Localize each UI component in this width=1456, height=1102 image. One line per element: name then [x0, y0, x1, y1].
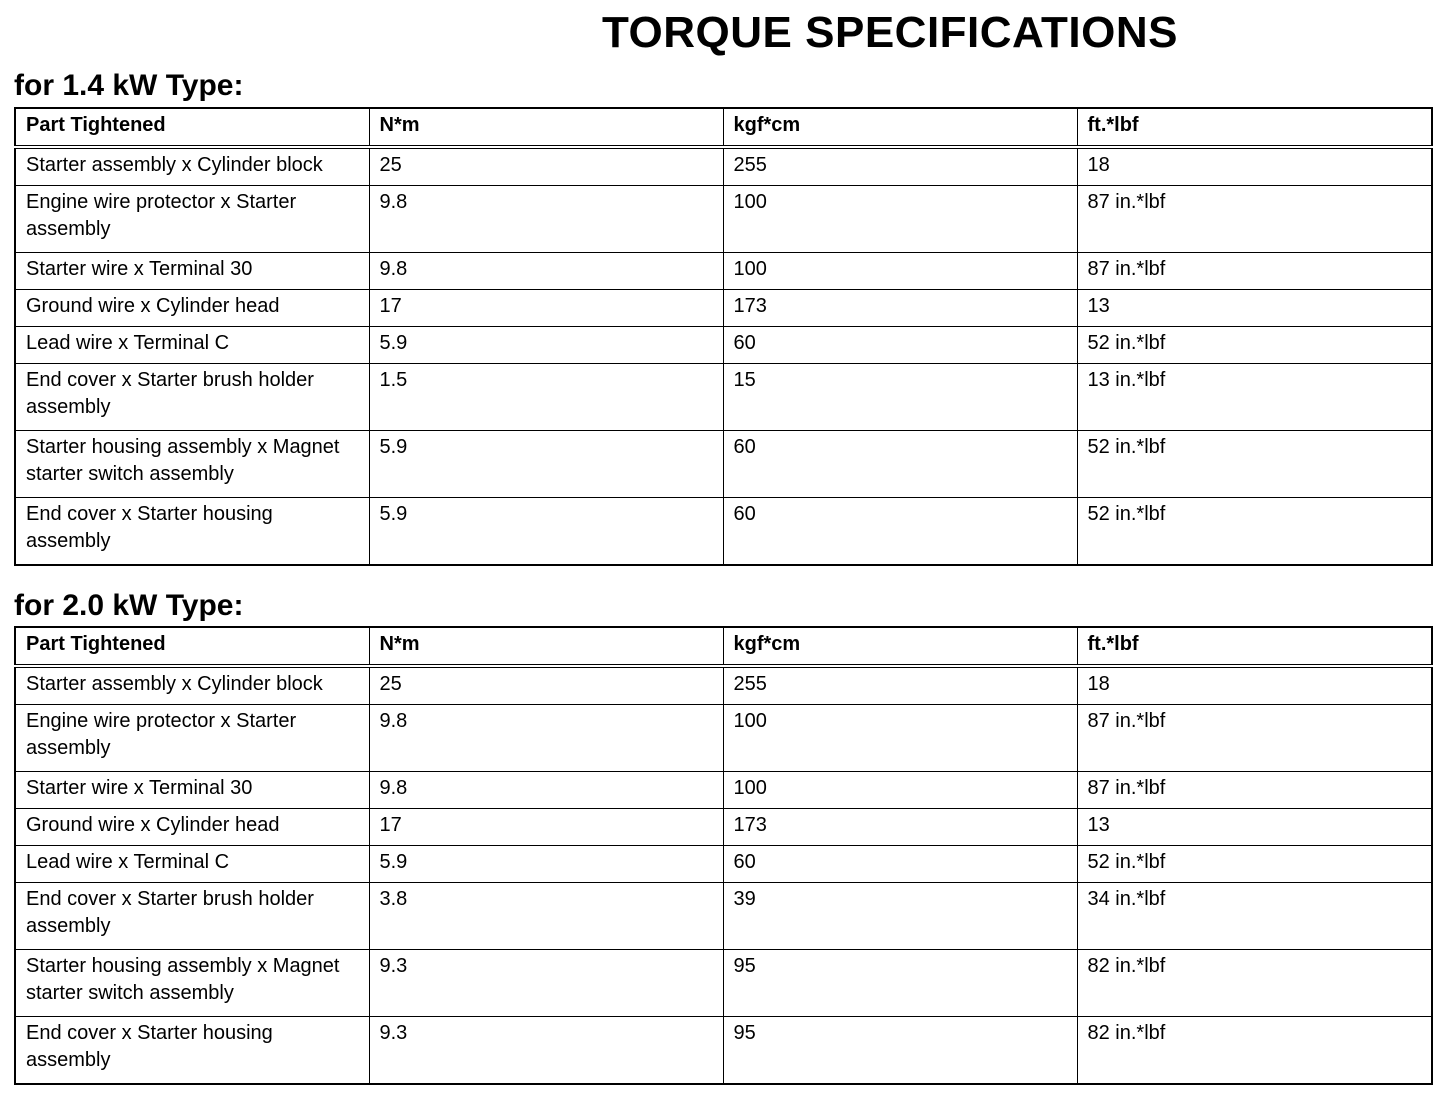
column-header-ftlbf: ft.*lbf — [1077, 627, 1432, 666]
cell-kgfcm: 255 — [723, 666, 1077, 705]
cell-ftlbf: 87 in.*lbf — [1077, 186, 1432, 253]
cell-ftlbf: 52 in.*lbf — [1077, 846, 1432, 883]
table-row — [15, 431, 1432, 498]
table-row — [15, 1017, 1432, 1085]
cell-ftlbf: 52 in.*lbf — [1077, 431, 1432, 498]
table-row — [15, 846, 1432, 883]
table-header-row — [15, 627, 1432, 666]
column-header-kgfcm: kgf*cm — [723, 627, 1077, 666]
cell-nm: 5.9 — [369, 498, 723, 566]
cell-kgfcm: 100 — [723, 705, 1077, 772]
cell-part: Starter assembly x Cylinder block — [15, 147, 369, 186]
cell-nm: 5.9 — [369, 431, 723, 498]
cell-nm: 9.8 — [369, 705, 723, 772]
cell-ftlbf: 13 — [1077, 290, 1432, 327]
cell-kgfcm: 255 — [723, 147, 1077, 186]
torque-table-2-0kw — [14, 626, 1433, 1085]
table-row — [15, 809, 1432, 846]
cell-nm: 17 — [369, 290, 723, 327]
cell-part: End cover x Starter housing assembly — [15, 1017, 369, 1085]
cell-part: Engine wire protector x Starter assembly — [15, 705, 369, 772]
table-row — [15, 186, 1432, 253]
cell-part: Lead wire x Terminal C — [15, 846, 369, 883]
column-header-part: Part Tightened — [15, 627, 369, 666]
cell-ftlbf: 87 in.*lbf — [1077, 253, 1432, 290]
cell-kgfcm: 60 — [723, 431, 1077, 498]
cell-nm: 25 — [369, 147, 723, 186]
cell-ftlbf: 18 — [1077, 147, 1432, 186]
cell-kgfcm: 95 — [723, 1017, 1077, 1085]
cell-nm: 1.5 — [369, 364, 723, 431]
cell-part: End cover x Starter brush holder assembly — [15, 883, 369, 950]
table-row — [15, 364, 1432, 431]
table-row — [15, 772, 1432, 809]
cell-kgfcm: 173 — [723, 290, 1077, 327]
table-row — [15, 327, 1432, 364]
cell-kgfcm: 100 — [723, 253, 1077, 290]
cell-part: End cover x Starter brush holder assembly — [15, 364, 369, 431]
table-row — [15, 950, 1432, 1017]
table-row — [15, 705, 1432, 772]
cell-kgfcm: 39 — [723, 883, 1077, 950]
cell-nm: 9.8 — [369, 253, 723, 290]
cell-nm: 5.9 — [369, 327, 723, 364]
cell-kgfcm: 15 — [723, 364, 1077, 431]
cell-nm: 17 — [369, 809, 723, 846]
cell-nm: 9.3 — [369, 950, 723, 1017]
page-title: TORQUE SPECIFICATIONS — [601, 8, 1179, 57]
cell-ftlbf: 13 in.*lbf — [1077, 364, 1432, 431]
cell-kgfcm: 95 — [723, 950, 1077, 1017]
cell-ftlbf: 18 — [1077, 666, 1432, 705]
cell-kgfcm: 60 — [723, 327, 1077, 364]
section-heading-1-4kw: for 1.4 kW Type: — [14, 69, 244, 102]
cell-part: Engine wire protector x Starter assembly — [15, 186, 369, 253]
cell-part: Lead wire x Terminal C — [15, 327, 369, 364]
cell-part: Starter housing assembly x Magnet starter switch assembly — [15, 950, 369, 1017]
cell-nm: 9.3 — [369, 1017, 723, 1085]
cell-part: Starter assembly x Cylinder block — [15, 666, 369, 705]
cell-ftlbf: 87 in.*lbf — [1077, 705, 1432, 772]
cell-ftlbf: 34 in.*lbf — [1077, 883, 1432, 950]
cell-part: End cover x Starter housing assembly — [15, 498, 369, 566]
cell-part: Ground wire x Cylinder head — [15, 809, 369, 846]
cell-part: Starter housing assembly x Magnet starter switch assembly — [15, 431, 369, 498]
cell-part: Starter wire x Terminal 30 — [15, 253, 369, 290]
table-row — [15, 253, 1432, 290]
cell-nm: 3.8 — [369, 883, 723, 950]
cell-nm: 9.8 — [369, 772, 723, 809]
cell-nm: 9.8 — [369, 186, 723, 253]
cell-kgfcm: 60 — [723, 846, 1077, 883]
cell-ftlbf: 52 in.*lbf — [1077, 327, 1432, 364]
cell-ftlbf: 82 in.*lbf — [1077, 950, 1432, 1017]
cell-part: Starter wire x Terminal 30 — [15, 772, 369, 809]
column-header-ftlbf: ft.*lbf — [1077, 108, 1432, 147]
cell-ftlbf: 13 — [1077, 809, 1432, 846]
cell-kgfcm: 173 — [723, 809, 1077, 846]
cell-kgfcm: 60 — [723, 498, 1077, 566]
table-row — [15, 147, 1432, 186]
cell-kgfcm: 100 — [723, 772, 1077, 809]
cell-nm: 5.9 — [369, 846, 723, 883]
cell-part: Ground wire x Cylinder head — [15, 290, 369, 327]
column-header-part: Part Tightened — [15, 108, 369, 147]
cell-ftlbf: 52 in.*lbf — [1077, 498, 1432, 566]
column-header-nm: N*m — [369, 627, 723, 666]
table-header-row — [15, 108, 1432, 147]
table-row — [15, 290, 1432, 327]
cell-kgfcm: 100 — [723, 186, 1077, 253]
cell-ftlbf: 82 in.*lbf — [1077, 1017, 1432, 1085]
table-row — [15, 883, 1432, 950]
section-heading-2-0kw: for 2.0 kW Type: — [14, 589, 244, 622]
cell-nm: 25 — [369, 666, 723, 705]
table-row — [15, 498, 1432, 566]
column-header-kgfcm: kgf*cm — [723, 108, 1077, 147]
table-row — [15, 666, 1432, 705]
torque-table-1-4kw — [14, 107, 1433, 566]
column-header-nm: N*m — [369, 108, 723, 147]
cell-ftlbf: 87 in.*lbf — [1077, 772, 1432, 809]
